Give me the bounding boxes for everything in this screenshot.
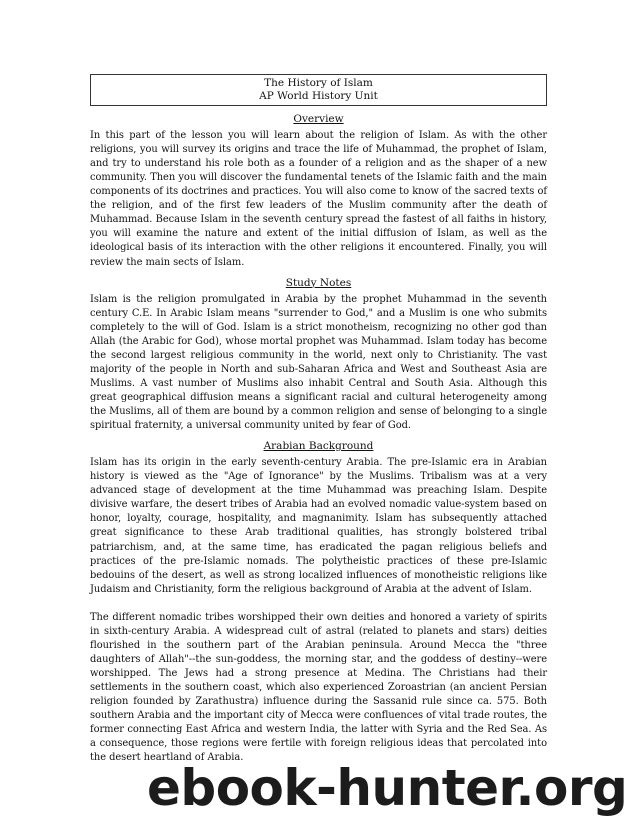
study-notes-paragraph: Islam is the religion promulgated in Arabia by the prophet Muhammad in the seventh century C.E. In Arabic Islam means "surrender to God," and a Muslim is one who submits completely to the will of God. Islam is a strict monotheism, recognizing no other god than Allah (the Arabic for God), whose mortal prophet was Muhammad. Islam today has become the second largest religious community in the world, next only to Christianity. The vast majority of the people in North and sub-Saharan Africa and West and Southeast Asia are Muslims. A vast number of Muslims also inhabit Central and South Asia. Although this great geographical diffusion means a significant racial and cultural heterogeneity among the Muslims, all of them are bound by a common religion and sense of belonging to a single spiritual fraternity, a universal community united by fear of God. (90, 293, 547, 432)
overview-paragraph: In this part of the lesson you will learn about the religion of Islam. As with the other religions, you will survey its origins and trace the life of Muhammad, the prophet of Islam, and try to understand his role both as a founder of a religion and as the shaper of a new community. Then you will discover the fundamental tenets of the Islamic faith and the main components of its doctrines and practices. You will also come to know of the sacred texts of the religion, and of the first few leaders of the Muslim community after the death of Muhammad. Because Islam in the seventh century spread the fastest of all faiths in history, you will examine the nature and extent of the initial diffusion of Islam, as well as the ideological basis of its interaction with the other religions it encountered. Finally, you will review the main sects of Islam. (90, 130, 547, 268)
document-page (90, 74, 547, 771)
title-box (90, 74, 547, 106)
watermark-text: ebook-hunter.org (147, 759, 628, 817)
section-heading-study-notes: Study Notes (285, 276, 352, 289)
arabian-background-paragraph-1: Islam has its origin in the early seventh-century Arabia. The pre-Islamic era in Arabian history is viewed as the "Age of Ignorance" by the Muslims. Tribalism was at a very advanced stage of development at the time Muhammad was preaching Islam. Despite divisive warfare, the desert tribes of Arabia had an evolved nomadic value-system based on honor, loyalty, courage, hospitality, and magnanimity. Islam has subsequently attached great significance to these Arab traditional qualities, has strongly bolstered tribal patriarchism, and, at the same time, has eradicated the pagan religious beliefs and practices of the pre-Islamic nomads. The polytheistic practices of these pre-Islamic bedouins of the desert, as well as strong localized influences of monotheistic religions like Judaism and Christianity, form the religious background of Arabia at the advent of Islam. (90, 457, 547, 595)
section-heading-arabian-background: Arabian Background (263, 440, 374, 453)
arabian-background-paragraph-2: The different nomadic tribes worshipped their own deities and honored a variety of spirits in sixth-century Arabia. A widespread cult of astral (related to planets and stars) deities flourished in the southern part of the Arabian peninsula. Around Mecca the "three daughters of Allah"--the sun-goddess, the morning star, and the goddess of destiny--were worshipped. The Jews had a strong presence at Medina. The Christians had their settlements in the southern coast, which also experienced Zoroastrian (an ancient Persian religion founded by Zarathustra) influence during the Sassanid rule since ca. 575. Both southern Arabia and the important city of Mecca were confluences of vital trade routes, the former connecting East Africa and western India, the latter with Syria and the Red Sea. As a consequence, those regions were fertile with foreign religious ideas that percolated into the desert heartland of Arabia. (90, 611, 547, 764)
document-subtitle: AP World History Unit (259, 90, 378, 102)
document-title: The History of Islam (264, 77, 373, 89)
section-heading-overview: Overview (293, 113, 344, 125)
